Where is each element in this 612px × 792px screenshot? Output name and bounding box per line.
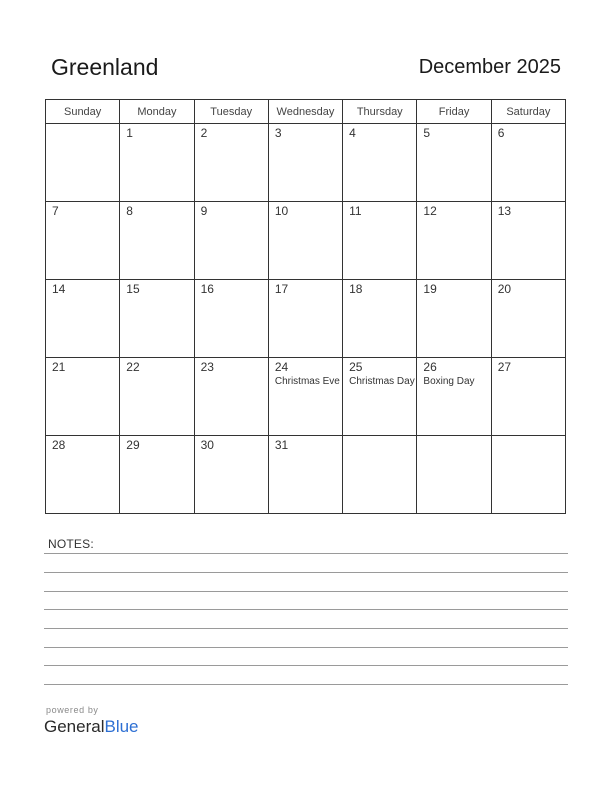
day-cell <box>491 202 565 280</box>
day-number: 22 <box>126 360 140 374</box>
day-cell <box>120 358 194 436</box>
day-cell <box>268 436 342 514</box>
day-number: 30 <box>200 438 214 452</box>
day-number: 29 <box>126 438 140 452</box>
day-number: 25 <box>349 360 363 374</box>
day-cell <box>46 202 120 280</box>
holiday-label: Christmas Eve <box>274 376 340 387</box>
day-cell <box>46 436 120 514</box>
day-number <box>46 124 119 127</box>
note-line <box>44 647 568 648</box>
day-number: 14 <box>52 282 66 296</box>
weekday-friday: Friday <box>417 100 491 124</box>
weekday-saturday: Saturday <box>491 100 565 124</box>
note-line <box>44 684 568 685</box>
day-number: 9 <box>200 204 208 218</box>
day-number: 24 <box>274 360 289 374</box>
day-cell <box>343 202 417 280</box>
day-number: 4 <box>349 126 356 140</box>
day-number: 12 <box>423 204 437 218</box>
day-cell <box>343 436 417 514</box>
day-number: 2 <box>200 126 208 140</box>
logo-general-text: General <box>44 717 105 736</box>
week-row-2 <box>46 202 566 280</box>
day-cell <box>46 124 120 202</box>
day-number: 28 <box>52 438 66 452</box>
day-number: 19 <box>423 282 437 296</box>
day-cell <box>120 436 194 514</box>
day-number: 10 <box>274 204 289 218</box>
weekday-thursday: Thursday <box>343 100 417 124</box>
day-cell <box>491 280 565 358</box>
day-number: 11 <box>349 204 362 218</box>
day-number: 31 <box>274 438 289 452</box>
day-cell <box>120 202 194 280</box>
day-cell <box>120 124 194 202</box>
weekday-monday: Monday <box>120 100 194 124</box>
holiday-label: Boxing Day <box>423 376 475 387</box>
notes-label: NOTES: <box>48 537 94 551</box>
weekday-wednesday: Wednesday <box>268 100 342 124</box>
day-number: 20 <box>497 282 512 296</box>
week-row-1 <box>46 124 566 202</box>
day-number: 21 <box>52 360 66 374</box>
day-cell <box>194 202 268 280</box>
week-row-3 <box>46 280 566 358</box>
day-cell <box>194 358 268 436</box>
country-title: Greenland <box>51 54 159 80</box>
day-cell <box>491 358 565 436</box>
day-cell-boxing-day <box>417 358 491 436</box>
day-cell <box>417 202 491 280</box>
day-number: 3 <box>274 126 282 140</box>
note-line <box>44 572 568 573</box>
day-number: 13 <box>497 204 512 218</box>
day-cell-christmas-eve <box>268 358 342 436</box>
day-number <box>417 436 490 439</box>
week-row-4 <box>46 358 566 436</box>
note-line <box>44 665 568 666</box>
day-cell <box>46 280 120 358</box>
weekday-header-row <box>46 100 566 124</box>
day-number <box>492 436 565 439</box>
day-number: 8 <box>126 204 133 218</box>
day-number: 23 <box>200 360 214 374</box>
weekday-tuesday: Tuesday <box>194 100 268 124</box>
weekday-sunday: Sunday <box>46 100 120 124</box>
day-cell <box>343 124 417 202</box>
day-cell-christmas-day <box>343 358 417 436</box>
day-number: 16 <box>200 282 214 296</box>
day-number: 5 <box>423 126 431 140</box>
logo-blue-text: Blue <box>104 717 139 736</box>
note-line <box>44 553 568 554</box>
note-line <box>44 628 568 629</box>
day-number: 1 <box>126 126 133 140</box>
day-cell <box>194 124 268 202</box>
day-cell <box>491 124 565 202</box>
day-cell <box>46 358 120 436</box>
month-calendar-grid <box>45 99 566 514</box>
holiday-label: Christmas Day <box>349 376 415 387</box>
day-cell <box>491 436 565 514</box>
day-number: 15 <box>126 282 140 296</box>
day-cell <box>343 280 417 358</box>
day-number: 27 <box>497 360 512 374</box>
day-number: 17 <box>274 282 289 296</box>
day-cell <box>417 124 491 202</box>
day-number: 18 <box>349 282 363 296</box>
day-cell <box>268 202 342 280</box>
week-row-5 <box>46 436 566 514</box>
day-cell <box>268 280 342 358</box>
powered-by-text: powered by <box>46 705 99 715</box>
day-cell <box>194 280 268 358</box>
day-cell <box>120 280 194 358</box>
day-cell <box>417 280 491 358</box>
generalblue-logo <box>44 717 139 737</box>
note-line <box>44 609 568 610</box>
day-cell <box>194 436 268 514</box>
day-number: 26 <box>423 360 437 374</box>
day-cell <box>417 436 491 514</box>
day-number: 6 <box>497 126 505 140</box>
day-number: 7 <box>52 204 59 218</box>
day-cell <box>268 124 342 202</box>
day-number <box>343 436 416 439</box>
note-line <box>44 591 568 592</box>
month-year-title: December 2025 <box>418 56 561 78</box>
